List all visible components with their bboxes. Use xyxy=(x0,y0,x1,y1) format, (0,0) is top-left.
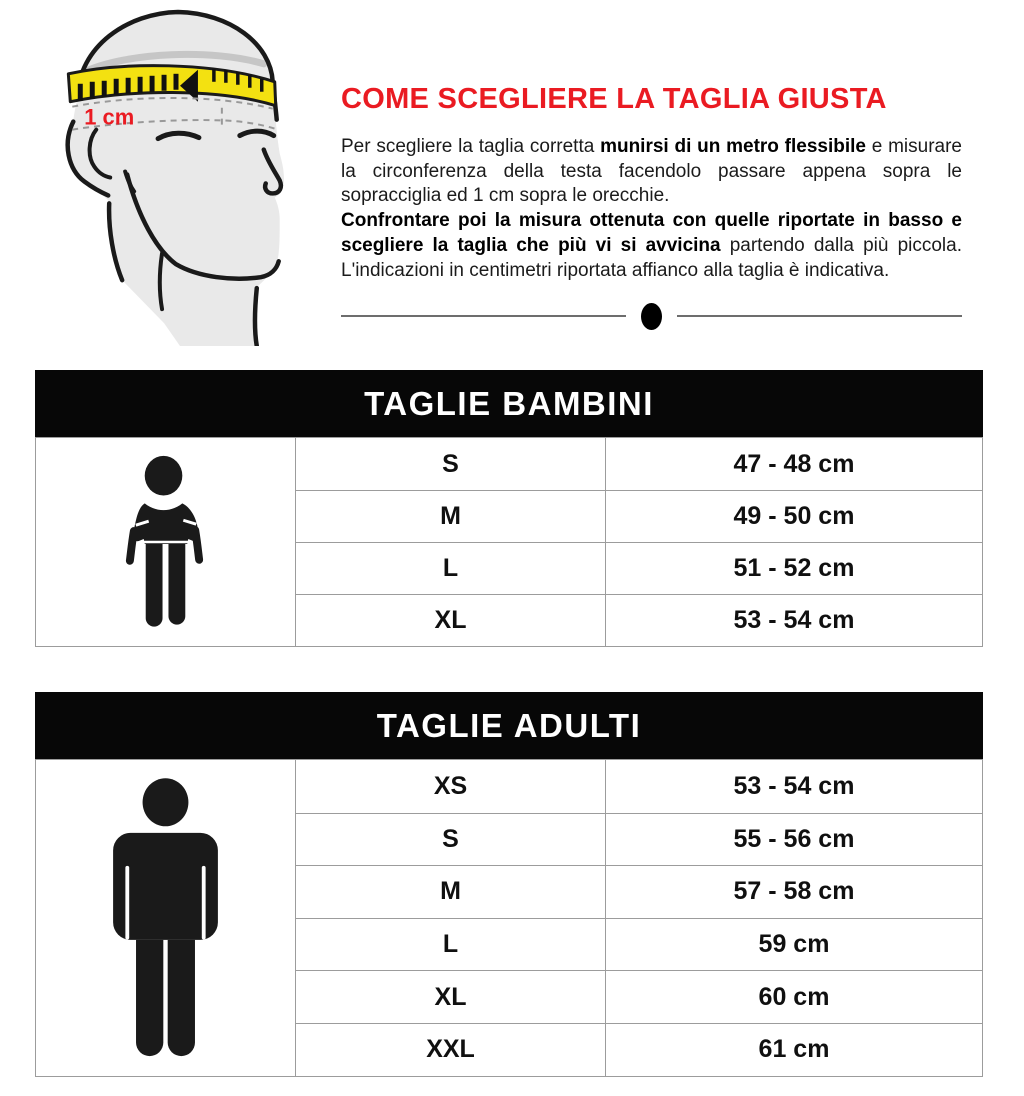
size-range-value: 59 cm xyxy=(605,918,982,971)
size-table-adulti-grid xyxy=(35,759,983,1077)
size-range-value: 53 - 54 cm xyxy=(605,760,982,813)
divider-dot xyxy=(641,303,662,330)
size-label: XL xyxy=(295,970,605,1023)
size-label: XL xyxy=(295,594,605,646)
size-range-value: 57 - 58 cm xyxy=(605,865,982,918)
size-range-value: 49 - 50 cm xyxy=(605,490,982,542)
size-range-value: 61 cm xyxy=(605,1023,982,1076)
child-figure-icon xyxy=(108,448,224,636)
adult-icon-cell xyxy=(36,760,295,1076)
size-label: M xyxy=(295,865,605,918)
page-title: COME SCEGLIERE LA TAGLIA GIUSTA xyxy=(341,83,887,115)
size-table-title: TAGLIE BAMBINI xyxy=(364,384,654,422)
size-label: XXL xyxy=(295,1023,605,1076)
tape-measure-label: 1 cm xyxy=(84,104,135,130)
instruction-text: e misurare la circonferenza della testa facendolo passare appena sopra le sopracciglia ed 1 cm sopra le orecchie. xyxy=(341,135,962,207)
size-label: S xyxy=(295,438,605,490)
size-label: XS xyxy=(295,760,605,813)
size-label: L xyxy=(295,918,605,971)
adult-figure-icon xyxy=(100,776,231,1060)
instruction-text-bold: Confrontare poi la misura ottenuta con quelle riportate in basso e scegliere la taglia che più vi si avvicina xyxy=(341,210,962,257)
instruction-text-bold: munirsi di un metro flessibile xyxy=(600,135,866,157)
size-label: S xyxy=(295,813,605,866)
size-table-title: TAGLIE ADULTI xyxy=(376,706,642,744)
divider-line-right xyxy=(677,315,962,317)
size-range-value: 55 - 56 cm xyxy=(605,813,982,866)
divider-line-left xyxy=(341,315,626,317)
section-divider xyxy=(341,303,962,330)
size-table-bambini xyxy=(35,370,983,647)
instructions-paragraph xyxy=(341,135,962,284)
size-range-value: 51 - 52 cm xyxy=(605,542,982,594)
instruction-text: Per scegliere la taglia corretta xyxy=(341,135,601,157)
size-label: M xyxy=(295,490,605,542)
size-table-bambini-header xyxy=(35,370,983,437)
size-range-value: 60 cm xyxy=(605,970,982,1023)
instruction-text: partendo dalla più piccola. L'indicazioni in centimetri riportata affianco alla taglia è indicativa. xyxy=(341,235,963,281)
head-measurement-illustration xyxy=(28,2,328,346)
size-table-adulti-header xyxy=(35,692,983,759)
measurement-instructions-section xyxy=(341,84,962,330)
size-tables-section xyxy=(35,370,983,1077)
child-icon-cell xyxy=(36,438,295,646)
size-range-value: 53 - 54 cm xyxy=(605,594,982,646)
size-label: L xyxy=(295,542,605,594)
size-table-adulti xyxy=(35,692,983,1077)
size-table-bambini-grid xyxy=(35,437,983,647)
size-range-value: 47 - 48 cm xyxy=(605,438,982,490)
